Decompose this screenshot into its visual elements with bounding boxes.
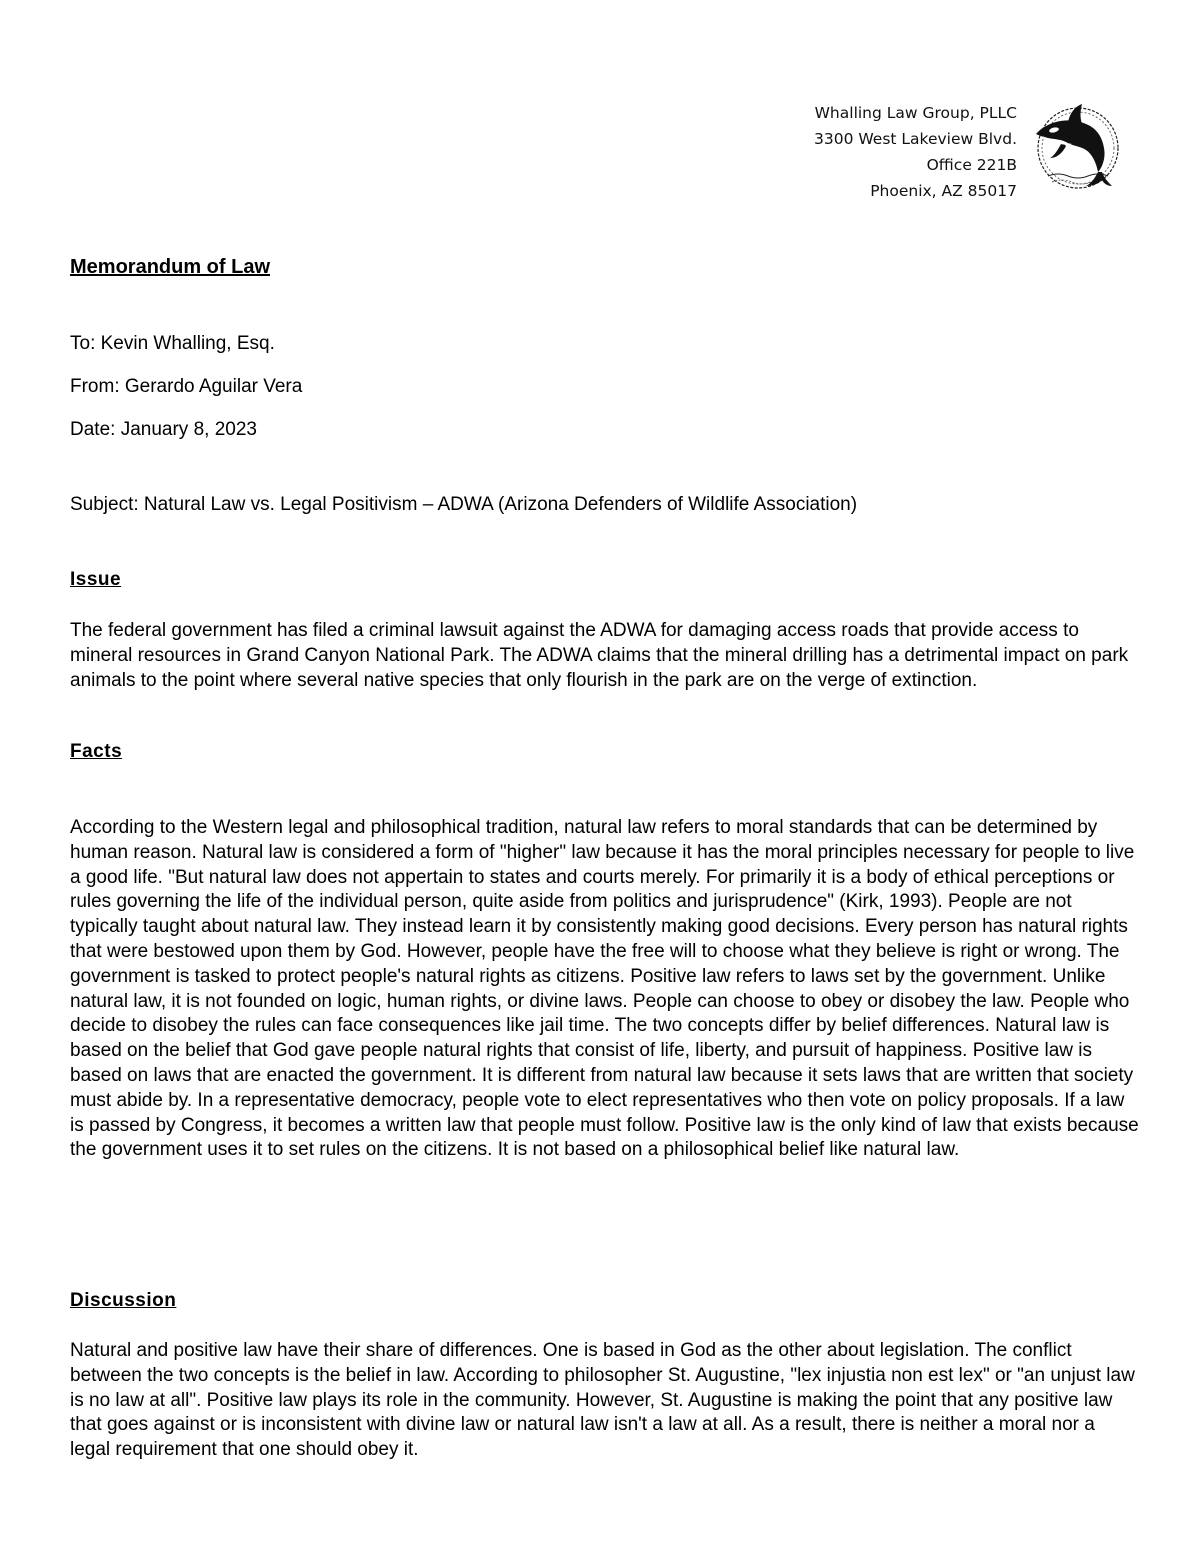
firm-name: Whalling Law Group, PLLC [814, 104, 1017, 122]
facts-heading: Facts [70, 741, 123, 762]
orca-seal-icon [1028, 100, 1120, 196]
issue-paragraph: The federal government has filed a criminal lawsuit against the ADWA for damaging access roads that provide access to mineral resources in Grand Canyon National Park. The ADWA claims that the mineral drilling has a detrimental impact on park animals to the point where several native species that only flourish in the park are on the verge of extinction. [70, 620, 1129, 691]
discussion-paragraph: Natural and positive law have their share of differences. One is based in God as the other about legislation. The conflict between the two concepts is the belief in law. According to philosopher St. Augustine, "lex injustia non est lex" or "an unjust law is no law at all". Positive law plays its role in the community. However, St. Augustine is making the point that any positive law that goes against or is inconsistent with divine law or natural law isn't a law at all. As a result, there is neither a moral nor a legal requirement that one should obey it. [70, 1340, 1135, 1461]
memo-from: From: Gerardo Aguilar Vera [70, 376, 303, 397]
memo-date: Date: January 8, 2023 [70, 419, 257, 440]
memo-title: Memorandum of Law [70, 256, 271, 278]
firm-office: Office 221B [926, 156, 1017, 174]
issue-heading: Issue [70, 569, 122, 590]
discussion-heading: Discussion [70, 1290, 177, 1311]
firm-street: 3300 West Lakeview Blvd. [814, 130, 1017, 148]
memo-subject: Subject: Natural Law vs. Legal Positivism – ADWA (Arizona Defenders of Wildlife Association) [70, 494, 858, 515]
memo-to: To: Kevin Whalling, Esq. [70, 333, 275, 354]
facts-paragraph: According to the Western legal and philosophical tradition, natural law refers to moral standards that can be determined by human reason. Natural law is considered a form of "higher" law because it has the moral principles necessary for people to live a good life. "But natural law does not appertain to states and courts merely. For primarily it is a body of ethical perceptions or rules governing the life of the individual person, quite aside from politics and jurisprudence" (Kirk, 1993). People are not typically taught about natural law. They instead learn it by consistently making good decisions. Every person has natural rights that were bestowed upon them by God. However, people have the free will to choose what they believe is right or wrong. The government is tasked to protect people's natural rights as citizens. Positive law refers to laws set by the government. Unlike natural law, it is not founded on logic, human rights, or divine laws. People can choose to obey or disobey the law. People who decide to disobey the rules can face consequences like jail time. The two concepts differ by belief differences. Natural law is based on the belief that God gave people natural rights that consist of life, liberty, and pursuit of happiness. Positive law is based on laws that are enacted the government. It is different from natural law because it sets laws that are written that society must abide by. In a representative democracy, people vote to elect representatives who then vote on policy proposals. If a law is passed by Congress, it becomes a written law that people must follow. Positive law is the only kind of law that exists because the government uses it to set rules on the citizens. It is not based on a philosophical belief like natural law. [70, 817, 1139, 1161]
firm-city: Phoenix, AZ 85017 [870, 182, 1017, 200]
letterhead [814, 100, 1017, 204]
